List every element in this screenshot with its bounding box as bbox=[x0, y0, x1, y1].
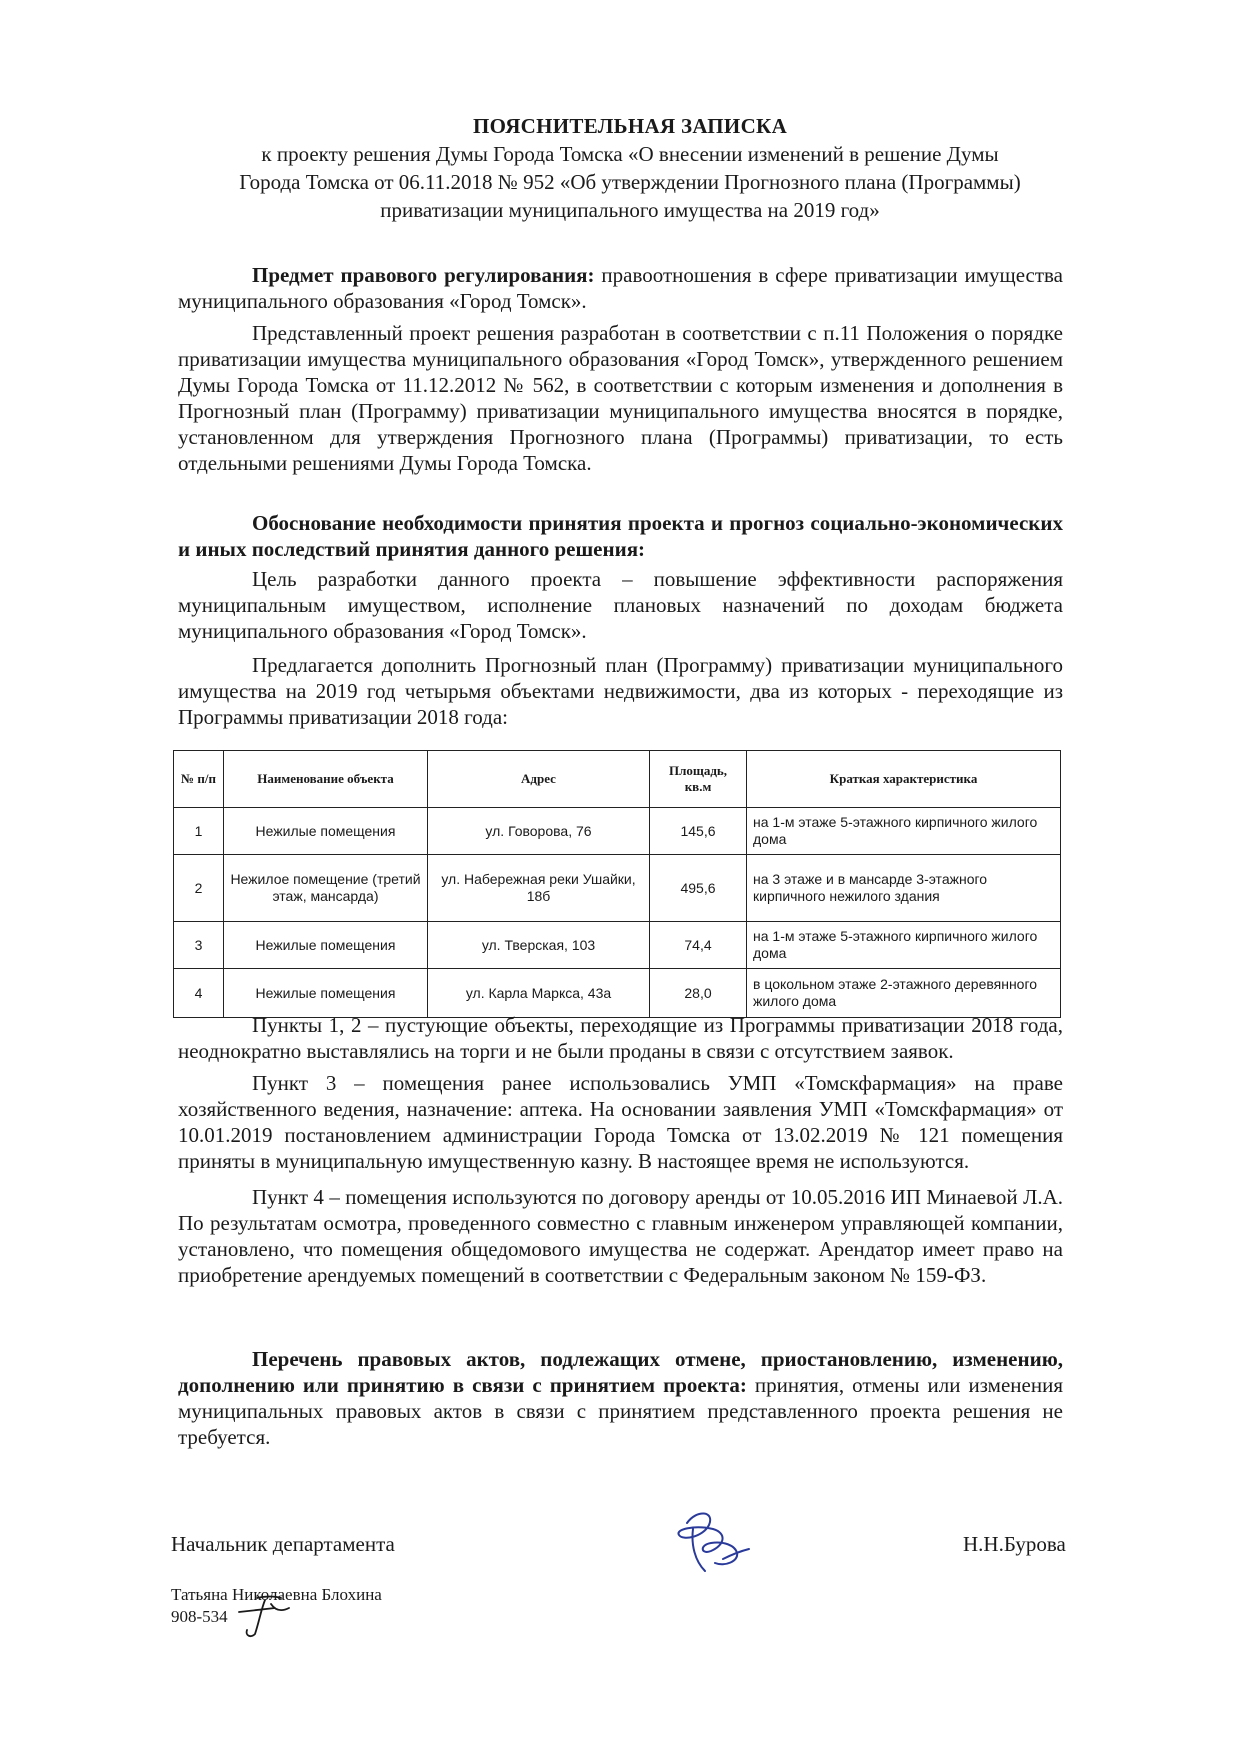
cell-num: 4 bbox=[174, 969, 224, 1018]
objects-table bbox=[173, 750, 1061, 1018]
item-4-paragraph: Пункт 4 – помещения используются по договору аренды от 10.05.2016 ИП Минаевой Л.А. По результатам осмотра, проведенного совместно с главным инженером управляющей компании, установлено, что помещения общедомового имущества не содержат. Арендатор имеет право на приобретение арендуемых помещений в соответствии с Федеральным законом № 159-ФЗ. bbox=[178, 1185, 1063, 1287]
acts-text: принятия, отмены или изменения муниципальных правовых актов в связи с принятием представленного проекта решения не требуется. bbox=[178, 1373, 1063, 1449]
cell-description: на 1-м этаже 5-этажного кирпичного жилого дома bbox=[747, 922, 1061, 969]
header-num: № п/п bbox=[174, 751, 224, 808]
signatory-name: Н.Н.Бурова bbox=[963, 1532, 1066, 1556]
items-1-2-paragraph: Пункты 1, 2 – пустующие объекты, переходящие из Программы приватизации 2018 года, неоднократно выставлялись на торги и не были проданы в связи с отсутствием заявок. bbox=[178, 1013, 1063, 1063]
subject-paragraph bbox=[178, 262, 1063, 314]
subtitle-line-1: к проекту решения Думы Города Томска «О внесении изменений в решение Думы bbox=[261, 142, 999, 166]
cell-description: в цокольном этаже 2-этажного деревянного жилого дома bbox=[747, 969, 1061, 1018]
table-row bbox=[174, 922, 1061, 969]
table-row bbox=[174, 808, 1061, 855]
cell-address: ул. Карла Маркса, 43а bbox=[428, 969, 650, 1018]
cell-area: 145,6 bbox=[650, 808, 747, 855]
proposal-paragraph: Предлагается дополнить Прогнозный план (Программу) приватизации муниципального имущества на 2019 год четырьмя объектами недвижимости, два из которых - переходящие из Программы приватизации 2018 года: bbox=[178, 653, 1063, 729]
cell-address: ул. Говорова, 76 bbox=[428, 808, 650, 855]
executor-name: Татьяна Николаевна Блохина bbox=[171, 1585, 382, 1604]
table-row bbox=[174, 855, 1061, 922]
cell-address: ул. Тверская, 103 bbox=[428, 922, 650, 969]
document-title: ПОЯСНИТЕЛЬНАЯ ЗАПИСКА bbox=[472, 114, 788, 138]
subtitle-line-3: приватизации муниципального имущества на 2019 год» bbox=[380, 198, 880, 222]
subtitle-line-2: Города Томска от 06.11.2018 № 952 «Об утверждении Прогнозного плана (Программы) bbox=[239, 170, 1021, 194]
document-header bbox=[200, 112, 1060, 224]
cell-num: 3 bbox=[174, 922, 224, 969]
cell-name: Нежилые помещения bbox=[224, 808, 428, 855]
executor-phone: 908-534 bbox=[171, 1607, 228, 1626]
header-name: Наименование объекта bbox=[224, 751, 428, 808]
acts-heading: Перечень правовых актов, подлежащих отмене, приостановлению, изменению, дополнению или принятию в связи с принятием проекта: bbox=[178, 1347, 1063, 1397]
signatory-position: Начальник департамента bbox=[171, 1532, 395, 1556]
subject-heading: Предмет правового регулирования: bbox=[252, 263, 595, 287]
header-area: Площадь, кв.м bbox=[650, 751, 747, 808]
header-address: Адрес bbox=[428, 751, 650, 808]
acts-paragraph bbox=[178, 1346, 1063, 1450]
handwritten-signature bbox=[665, 1505, 755, 1577]
cell-num: 2 bbox=[174, 855, 224, 922]
cell-description: на 3 этаже и в мансарде 3-этажного кирпичного нежилого здания bbox=[747, 855, 1061, 922]
cell-description: на 1-м этаже 5-этажного кирпичного жилого дома bbox=[747, 808, 1061, 855]
basis-paragraph: Представленный проект решения разработан в соответствии с п.11 Положения о порядке приватизации имущества муниципального образования «Город Томск», утвержденного решением Думы Города Томска от 11.12.2012 № 562, в соответствии с которым изменения и дополнения в Прогнозный план (Программу) приватизации муниципального имущества вносятся в порядке, установленном для утверждения Прогнозного плана (Программы) приватизации, то есть отдельными решениями Думы Города Томска. bbox=[178, 321, 1063, 475]
cell-name: Нежилое помещение (третий этаж, мансарда) bbox=[224, 855, 428, 922]
cell-address: ул. Набережная реки Ушайки, 18б bbox=[428, 855, 650, 922]
cell-area: 495,6 bbox=[650, 855, 747, 922]
cell-num: 1 bbox=[174, 808, 224, 855]
header-description: Краткая характеристика bbox=[747, 751, 1061, 808]
item-3-paragraph: Пункт 3 – помещения ранее использовались УМП «Томскфармация» на праве хозяйственного ведения, назначение: аптека. На основании заявления УМП «Томскфармация» от 10.01.2019 постановлением администрации Города Томска от 13.02.2019 № 121 помещения приняты в муниципальную имущественную казну. В настоящее время не используются. bbox=[178, 1071, 1063, 1173]
cell-name: Нежилые помещения bbox=[224, 969, 428, 1018]
cell-area: 28,0 bbox=[650, 969, 747, 1018]
table-row bbox=[174, 969, 1061, 1018]
cell-area: 74,4 bbox=[650, 922, 747, 969]
table-header-row bbox=[174, 751, 1061, 808]
goal-paragraph: Цель разработки данного проекта – повышение эффективности распоряжения муниципальным имуществом, исполнение плановых назначений по доходам бюджета муниципального образования «Город Томск». bbox=[178, 567, 1063, 643]
cell-name: Нежилые помещения bbox=[224, 922, 428, 969]
justification-heading: Обоснование необходимости принятия проекта и прогноз социально-экономических и иных последствий принятия данного решения: bbox=[178, 511, 1063, 561]
subject-text: правоотношения в сфере приватизации имущества муниципального образования «Город Томск». bbox=[178, 263, 1063, 313]
initials-mark bbox=[235, 1590, 293, 1638]
